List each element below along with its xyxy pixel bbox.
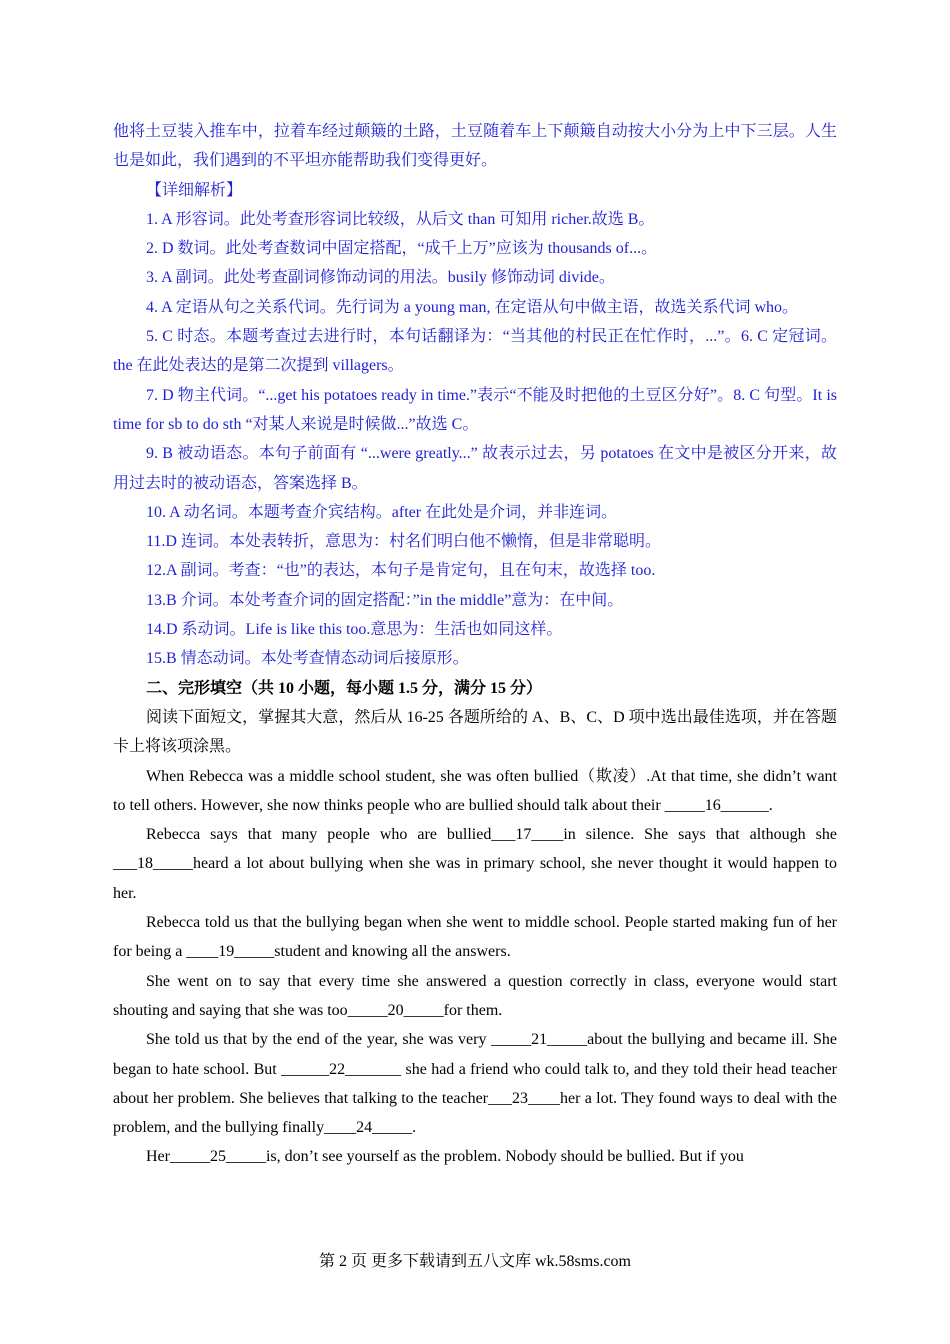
- document-body: [113, 117, 837, 1172]
- answer-item: 14.D 系动词。Life is like this too.意思为：生活也如同这样。: [146, 621, 563, 639]
- explanation-intro: 他将土豆装入推车中，拉着车经过颠簸的土路，土豆随着车上下颠簸自动按大小分为上中下三层。人生也是如此，我们遇到的不平坦亦能帮助我们变得更好。: [113, 123, 837, 170]
- answer-item: 7. D 物主代词。“...get his potatoes ready in time.”表示“不能及时把他的土豆区分好”。8. C 句型。It is time for sb to do sth “对某人来说是时候做...”故选 C。: [113, 386, 837, 433]
- section-instruction: 阅读下面短文，掌握其大意，然后从 16-25 各题所给的 A、B、C、D 项中选出最佳选项，并在答题卡上将该项涂黑。: [113, 708, 837, 756]
- section-title: 二、完形填空（共 10 小题，每小题 1.5 分，满分 15 分）: [146, 679, 543, 697]
- answer-item: 13.B 介词。本处考查介词的固定搭配：”in the middle”意为：在中间。: [146, 591, 624, 609]
- page-footer: 第 2 页 更多下载请到五八文库 wk.58sms.com: [318, 1253, 631, 1270]
- answer-item: 4. A 定语从句之关系代词。先行词为 a young man, 在定语从句中做主语，故选关系代词 who。: [146, 298, 798, 316]
- passage-paragraph: When Rebecca was a middle school student, she was often bullied（欺凌）.At that time, she didn’t want to tell others. However, she now thinks people who are bullied should talk about their _____16______.: [113, 767, 837, 814]
- answer-item: 9. B 被动语态。本句子前面有 “...were greatly...” 故表示过去，另 potatoes 在文中是被区分开来，故用过去时的被动语态，答案选择 B。: [113, 445, 837, 492]
- answer-item: 3. A 副词。此处考查副词修饰动词的用法。busily 修饰动词 divide。: [146, 269, 615, 287]
- passage-paragraph: Her_____25_____is, don’t see yourself as the problem. Nobody should be bullied. But if you: [146, 1148, 744, 1166]
- answer-item: 2. D 数词。此处考查数词中固定搭配，“成千上万”应该为 thousands of...。: [146, 240, 658, 258]
- passage-paragraph: Rebecca says that many people who are bullied___17____in silence. She says that although she ___18_____heard a lot about bullying when she was in primary school, she never thought it would happen to her.: [113, 826, 837, 902]
- answer-item: 15.B 情态动词。本处考查情态动词后接原形。: [146, 650, 469, 668]
- passage-paragraph: Rebecca told us that the bullying began when she went to middle school. People started making fun of her for being a ____19_____student and knowing all the answers.: [113, 914, 837, 961]
- analysis-title: 【详细解析】: [146, 181, 243, 199]
- answer-item: 5. C 时态。本题考查过去进行时，本句话翻译为：“当其他的村民正在忙作时，...”。6. C 定冠词。the 在此处表达的是第二次提到 villagers。: [113, 328, 837, 375]
- passage-paragraph: She went on to say that every time she answered a question correctly in class, everyone would start shouting and saying that she was too_____20_____for them.: [113, 972, 837, 1019]
- answer-item: 10. A 动名词。本题考查介宾结构。after 在此处是介词，并非连词。: [146, 503, 618, 521]
- answer-item: 12.A 副词。考查：“也”的表达，本句子是肯定句，且在句末，故选择 too.: [146, 562, 656, 580]
- passage-paragraph: She told us that by the end of the year, she was very _____21_____about the bullying and became ill. She began to hate school. But ______22_______ she had a friend who could talk to, and they told their head teacher about her problem. She believes that talking to the teacher___23____her a lot. They found ways to deal with the problem, and the bullying finally____24_____.: [113, 1031, 837, 1137]
- answer-item: 11.D 连词。本处表转折，意思为：村名们明白他不懒惰，但是非常聪明。: [146, 533, 661, 551]
- answer-item: 1. A 形容词。此处考查形容词比较级，从后文 than 可知用 richer.故选 B。: [146, 210, 655, 228]
